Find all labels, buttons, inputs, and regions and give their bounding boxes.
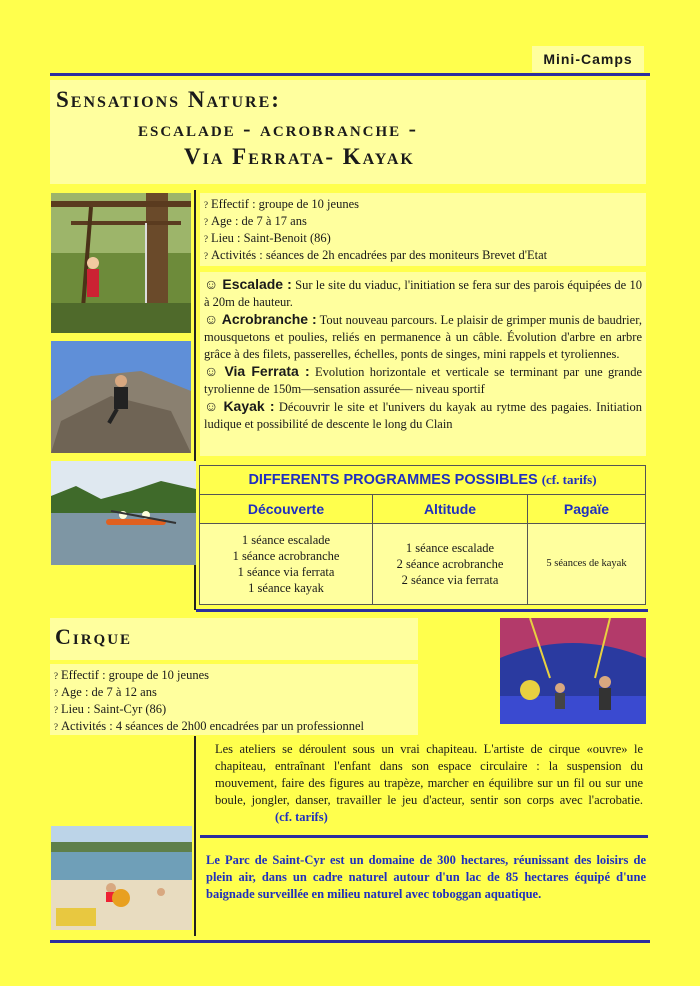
program-line: 5 séances de kayak xyxy=(546,558,627,569)
program-line: 1 séance escalade xyxy=(405,541,495,555)
activity-kayak xyxy=(204,398,642,433)
activity-name: Kayak : xyxy=(223,398,275,414)
cirque-photo xyxy=(500,618,646,724)
info-text: Effectif : groupe de 10 jeunes xyxy=(61,668,209,682)
activity-text: Sur le site du viaduc, l'initiation se fera sur des parois équipées de 10 à 20m de hauteur. xyxy=(204,278,643,309)
bullet-icon: ? xyxy=(204,200,208,210)
column-header-altitude: Altitude xyxy=(373,495,528,524)
smiley-icon: ☺ xyxy=(204,311,219,327)
bottom-divider xyxy=(50,940,650,943)
nature-title-line3: Via Ferrata- Kayak xyxy=(184,144,415,169)
cirque-info-activites xyxy=(50,718,418,735)
lake-photo xyxy=(51,826,192,930)
nature-info-effectif xyxy=(200,196,646,213)
nature-info-lieu xyxy=(200,230,646,247)
cirque-description xyxy=(215,741,643,826)
smiley-icon: ☺ xyxy=(204,276,219,292)
program-line: 1 séance kayak xyxy=(248,581,324,595)
kayak-photo xyxy=(51,461,196,565)
nature-info-panel xyxy=(200,193,646,266)
smiley-icon: ☺ xyxy=(204,398,219,414)
activity-via-ferrata xyxy=(204,363,642,398)
activity-text: Découvrir le site et l'univers du kayak au rytme des pagaies. Initiation ludique et possibilité de descente le long du Clain xyxy=(204,400,642,431)
program-pagaie xyxy=(528,524,646,605)
activity-text: Evolution horizontale et verticale se terminant par une grande tyrolienne de 150m—sensation assurée— niveau sportif xyxy=(204,365,643,396)
activities-panel xyxy=(200,272,646,456)
bullet-icon: ? xyxy=(54,688,58,698)
info-text: Lieu : Saint-Benoit (86) xyxy=(211,231,331,245)
nature-info-activites xyxy=(200,247,646,264)
cirque-info-effectif xyxy=(50,667,418,684)
program-decouverte xyxy=(200,524,373,605)
closing-paragraph: Le Parc de Saint-Cyr est un domaine de 300 hectares, réunissant des loisirs de plein air, dans un cadre naturel autour d'un lac de 85 hectares équipé d'une baignade surveillée en milieu naturel avec toboggan aquatique. xyxy=(206,853,646,901)
cirque-divider xyxy=(200,835,648,838)
programs-title-ref: (cf. tarifs) xyxy=(541,472,597,487)
acrobranche-photo xyxy=(51,193,191,333)
nature-title-line1: Sensations Nature: xyxy=(56,87,281,112)
program-line: 1 séance acrobranche xyxy=(232,549,340,563)
bullet-icon: ? xyxy=(204,251,208,261)
column-header-decouverte: Découverte xyxy=(200,495,373,524)
programs-divider xyxy=(196,609,648,612)
info-text: Age : de 7 à 12 ans xyxy=(61,685,157,699)
top-divider xyxy=(50,73,650,76)
program-line: 1 séance via ferrata xyxy=(237,565,335,579)
cirque-info-lieu xyxy=(50,701,418,718)
info-text: Lieu : Saint-Cyr (86) xyxy=(61,702,167,716)
programs-title-text: DIFFERENTS PROGRAMMES POSSIBLES xyxy=(248,472,538,488)
cirque-info-age xyxy=(50,684,418,701)
activity-text: Tout nouveau parcours. Le plaisir de grimper munis de baudrier, mousquetons et poulies, reliés en permanence à un câble. Évolution d'arbre en arbre grâce à des filets, passerelles, échelles, ponts de singes, mini rappels et tyroliennes. xyxy=(204,313,642,361)
program-line: 2 séance via ferrata xyxy=(401,573,499,587)
bullet-icon: ? xyxy=(204,217,208,227)
activity-name: Via Ferrata : xyxy=(224,363,310,379)
bullet-icon: ? xyxy=(204,234,208,244)
nature-info-age xyxy=(200,213,646,230)
cirque-title: Cirque xyxy=(55,624,133,649)
info-text: Effectif : groupe de 10 jeunes xyxy=(211,197,359,211)
column-header-pagaie: Pagaïe xyxy=(528,495,646,524)
left-column-rule-lower xyxy=(194,736,196,936)
programs-table xyxy=(199,465,646,605)
program-altitude xyxy=(373,524,528,605)
programs-title xyxy=(200,466,646,495)
cirque-info-panel xyxy=(50,664,418,735)
escalade-photo xyxy=(51,341,191,453)
nature-title-line2: escalade - acrobranche - xyxy=(138,116,419,141)
info-text: Activités : 4 séances de 2h00 encadrées par un professionnel xyxy=(61,719,365,733)
bullet-icon: ? xyxy=(54,705,58,715)
section-tag: Mini-Camps xyxy=(532,46,644,72)
activity-name: Acrobranche : xyxy=(221,311,317,327)
program-line: 1 séance escalade xyxy=(241,533,331,547)
bullet-icon: ? xyxy=(54,722,58,732)
program-line: 2 séance acrobranche xyxy=(396,557,504,571)
bullet-icon: ? xyxy=(54,671,58,681)
activity-name: Escalade : xyxy=(222,276,292,292)
smiley-icon: ☺ xyxy=(204,363,219,379)
activity-escalade xyxy=(204,276,642,311)
activity-acrobranche xyxy=(204,311,642,363)
cirque-description-text: Les ateliers se déroulent sous un vrai chapiteau. L'artiste de cirque «ouvre» le chapiteau, entraînant l'enfant dans son espace circulaire : la suspension du mouvement, faire des figures au trapèze, marcher en équilibre sur un fil ou sur une boule, jongler, danser, travailler le jeu d'acteur, sentir son corps avec l'acrobatie. xyxy=(215,742,643,807)
info-text: Activités : séances de 2h encadrées par des moniteurs Brevet d'Etat xyxy=(211,248,548,262)
info-text: Age : de 7 à 17 ans xyxy=(211,214,307,228)
cirque-ref: (cf. tarifs) xyxy=(275,810,328,824)
